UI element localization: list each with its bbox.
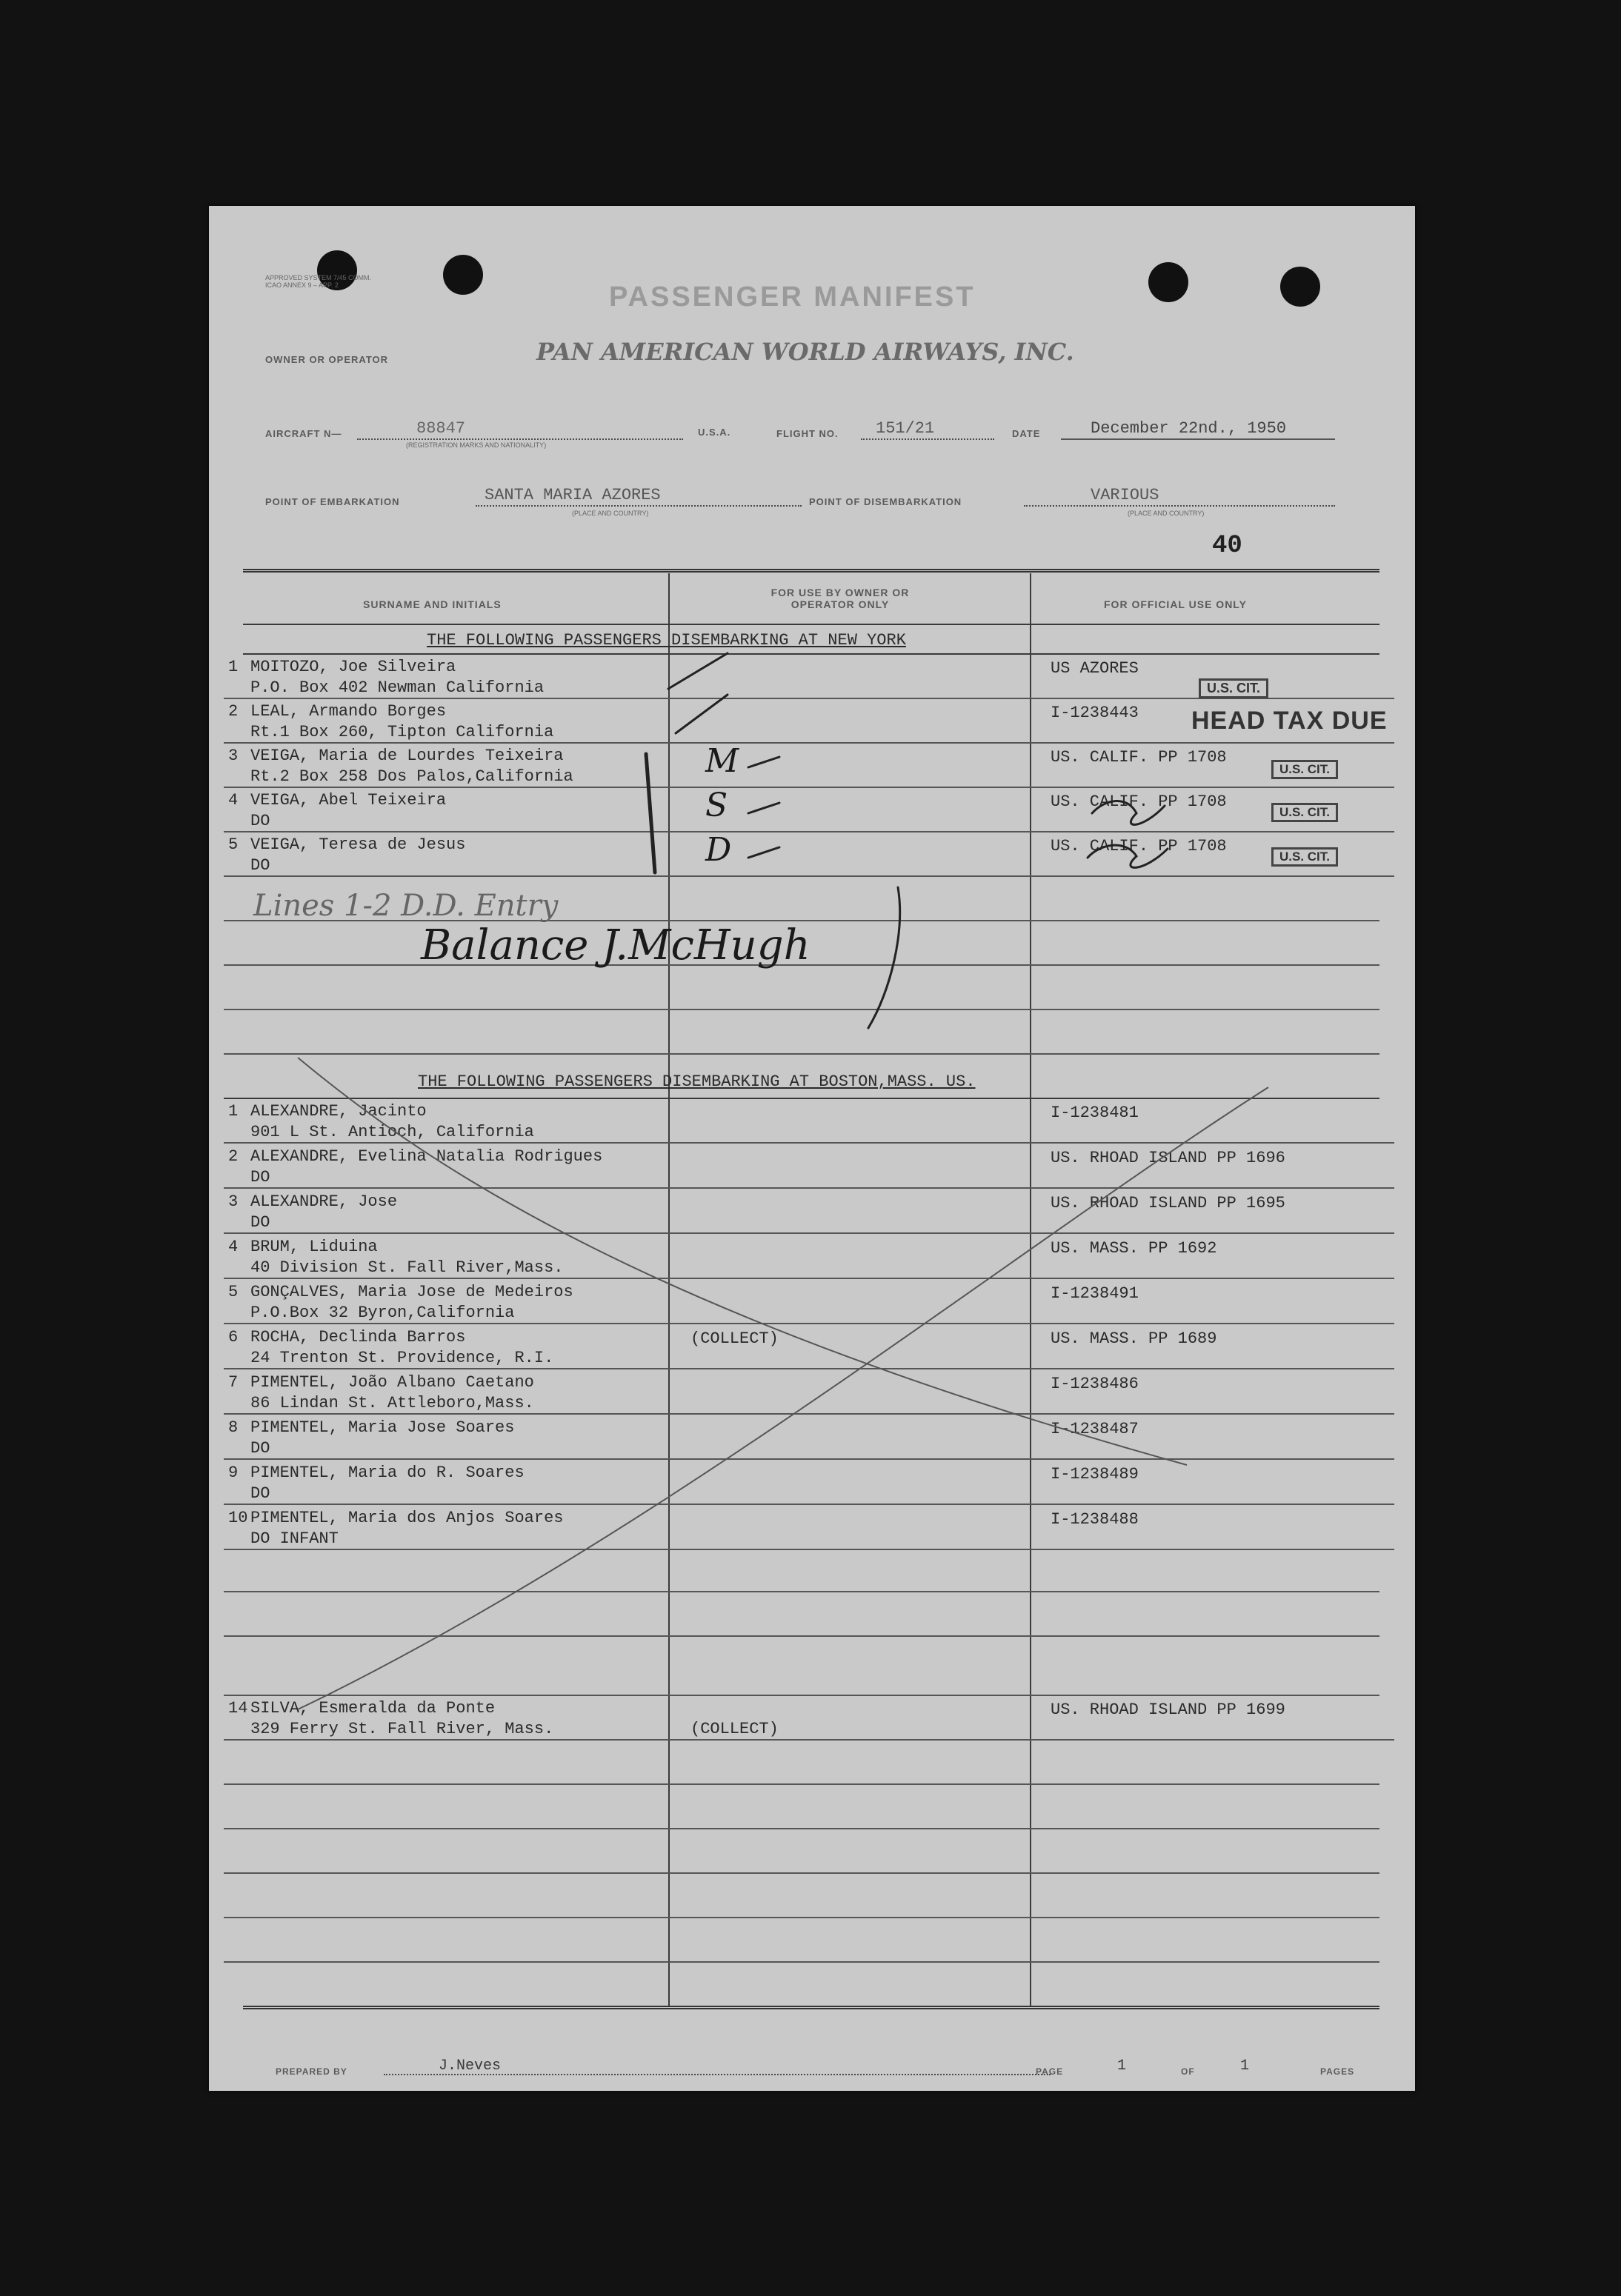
table-row bbox=[224, 1372, 1394, 1416]
row-rule bbox=[224, 1458, 1394, 1460]
disembark-sub: (PLACE AND COUNTRY) bbox=[1128, 510, 1205, 517]
page-label: PAGE bbox=[1036, 2066, 1064, 2077]
punch-hole bbox=[1148, 262, 1188, 302]
passenger-name: ROCHA, Declinda Barros bbox=[250, 1328, 466, 1346]
passenger-name: GONÇALVES, Maria Jose de Medeiros bbox=[250, 1283, 573, 1301]
passenger-name: PIMENTEL, João Albano Caetano bbox=[250, 1373, 534, 1392]
row-number: 5 bbox=[228, 1283, 239, 1301]
row-rule bbox=[224, 1872, 1379, 1874]
passenger-name: VEIGA, Maria de Lourdes Teixeira bbox=[250, 747, 564, 765]
row-number: 2 bbox=[228, 702, 239, 721]
row-number: 7 bbox=[228, 1373, 239, 1392]
row-rule bbox=[224, 1695, 1379, 1696]
field-line bbox=[384, 2074, 1051, 2075]
passenger-name: ALEXANDRE, Evelina Natalia Rodrigues bbox=[250, 1147, 603, 1166]
passenger-name: BRUM, Liduina bbox=[250, 1238, 378, 1256]
row-rule bbox=[224, 1009, 1379, 1010]
embark-label: POINT OF EMBARKATION bbox=[265, 496, 400, 507]
row-rule bbox=[224, 1278, 1394, 1279]
row-number: 5 bbox=[228, 835, 239, 854]
row-number: 4 bbox=[228, 791, 239, 810]
official-entry: US. MASS. PP 1692 bbox=[1051, 1239, 1217, 1258]
passenger-name: VEIGA, Abel Teixeira bbox=[250, 791, 447, 810]
embark-value: SANTA MARIA AZORES bbox=[485, 486, 661, 504]
owner-label: OWNER OR OPERATOR bbox=[265, 354, 389, 365]
official-entry: US. RHOAD ISLAND PP 1699 bbox=[1051, 1701, 1285, 1719]
table-row bbox=[224, 1326, 1394, 1371]
table-row bbox=[224, 1417, 1394, 1461]
us-cit-stamp: U.S. CIT. bbox=[1271, 847, 1338, 867]
passenger-address: 329 Ferry St. Fall River, Mass. bbox=[250, 1720, 554, 1738]
row-rule bbox=[224, 1591, 1379, 1592]
of-label: OF bbox=[1181, 2066, 1195, 2077]
table-row bbox=[224, 1281, 1394, 1326]
row-rule bbox=[224, 1917, 1379, 1918]
handwritten-mark: M bbox=[705, 742, 739, 780]
row-number: 6 bbox=[228, 1328, 239, 1346]
row-rule bbox=[224, 742, 1394, 744]
row-rule bbox=[224, 1961, 1379, 1963]
passenger-address: DO bbox=[250, 812, 270, 830]
column-header-operator: FOR USE BY OWNER OR OPERATOR ONLY bbox=[770, 587, 910, 610]
of-value: 1 bbox=[1240, 2058, 1250, 2075]
aircraft-value: 88847 bbox=[416, 419, 466, 438]
passenger-name: PIMENTEL, Maria do R. Soares bbox=[250, 1464, 525, 1482]
table-row bbox=[224, 1191, 1394, 1235]
official-entry: US. RHOAD ISLAND PP 1696 bbox=[1051, 1149, 1285, 1167]
row-number: 1 bbox=[228, 658, 239, 676]
passenger-address: P.O. Box 402 Newman California bbox=[250, 678, 545, 697]
row-rule bbox=[224, 1504, 1394, 1505]
official-entry: I-1238481 bbox=[1051, 1104, 1139, 1122]
us-cit-stamp: U.S. CIT. bbox=[1271, 760, 1338, 779]
row-rule bbox=[224, 1739, 1394, 1741]
passenger-address: DO bbox=[250, 1168, 270, 1187]
sheet-number: 40 bbox=[1212, 532, 1242, 560]
date-value: December 22nd., 1950 bbox=[1091, 419, 1287, 438]
section-rule bbox=[224, 1098, 1379, 1099]
operator-note: (COLLECT) bbox=[690, 1720, 779, 1738]
passenger-name: MOITOZO, Joe Silveira bbox=[250, 658, 456, 676]
handwritten-mark: S bbox=[705, 787, 728, 824]
passenger-name: LEAL, Armando Borges bbox=[250, 702, 447, 721]
row-rule bbox=[224, 1368, 1394, 1369]
embark-sub: (PLACE AND COUNTRY) bbox=[572, 510, 649, 517]
approval-note: APPROVED SYSTEM 7/45 COMM. ICAO ANNEX 9 – APP. 2 bbox=[265, 274, 372, 289]
passenger-address: P.O.Box 32 Byron,California bbox=[250, 1304, 515, 1322]
table-row bbox=[224, 1507, 1394, 1552]
flight-value: 151/21 bbox=[876, 419, 935, 438]
date-label: DATE bbox=[1012, 428, 1041, 439]
row-number: 10 bbox=[228, 1509, 248, 1527]
table-row bbox=[224, 1698, 1394, 1742]
passenger-address: Rt.2 Box 258 Dos Palos,California bbox=[250, 767, 573, 786]
flight-label: FLIGHT NO. bbox=[776, 428, 839, 439]
row-number: 3 bbox=[228, 1192, 239, 1211]
official-entry: I-1238491 bbox=[1051, 1284, 1139, 1303]
aircraft-label: AIRCRAFT N— bbox=[265, 428, 342, 439]
handwritten-mark: D bbox=[705, 831, 732, 869]
row-rule bbox=[224, 1187, 1394, 1189]
row-rule bbox=[224, 1142, 1394, 1144]
row-rule bbox=[224, 1635, 1379, 1637]
official-entry: US. RHOAD ISLAND PP 1695 bbox=[1051, 1194, 1285, 1212]
table-row bbox=[224, 831, 1394, 878]
column-header-surname: SURNAME AND INITIALS bbox=[363, 598, 502, 610]
table-row bbox=[224, 787, 1394, 834]
passenger-address: Rt.1 Box 260, Tipton California bbox=[250, 723, 554, 741]
form-title: PASSENGER MANIFEST bbox=[609, 281, 976, 313]
row-number: 3 bbox=[228, 747, 239, 765]
manifest-sheet bbox=[209, 206, 1415, 2091]
passenger-address: 901 L St. Antioch, California bbox=[250, 1123, 534, 1141]
nationality: U.S.A. bbox=[698, 427, 731, 438]
disembark-value: VARIOUS bbox=[1091, 486, 1159, 504]
row-number: 2 bbox=[228, 1147, 239, 1166]
punch-hole bbox=[1280, 267, 1320, 307]
field-line bbox=[476, 505, 802, 507]
passenger-name: SILVA, Esmeralda da Ponte bbox=[250, 1699, 496, 1718]
aircraft-sub: (REGISTRATION MARKS AND NATIONALITY) bbox=[406, 441, 547, 449]
official-entry: US. CALIF. PP 1708 bbox=[1051, 792, 1227, 811]
us-cit-stamp: U.S. CIT. bbox=[1199, 678, 1268, 698]
row-number: 8 bbox=[228, 1418, 239, 1437]
official-entry: US. CALIF. PP 1708 bbox=[1051, 748, 1227, 767]
prepared-label: PREPARED BY bbox=[276, 2066, 347, 2077]
row-number: 9 bbox=[228, 1464, 239, 1482]
passenger-address: DO bbox=[250, 856, 270, 875]
pages-label: PAGES bbox=[1320, 2066, 1355, 2077]
official-entry: I-1238443 bbox=[1051, 704, 1139, 722]
official-entry: US AZORES bbox=[1051, 659, 1139, 678]
section-heading-boston: THE FOLLOWING PASSENGERS DISEMBARKING AT BOSTON,MASS. US. bbox=[418, 1072, 976, 1091]
official-entry: US. MASS. PP 1689 bbox=[1051, 1329, 1217, 1348]
official-entry: I-1238488 bbox=[1051, 1510, 1139, 1529]
official-entry: US. CALIF. PP 1708 bbox=[1051, 837, 1227, 855]
row-rule bbox=[224, 1783, 1379, 1785]
head-tax-stamp: HEAD TAX DUE bbox=[1191, 707, 1388, 735]
row-number: 4 bbox=[228, 1238, 239, 1256]
row-rule bbox=[224, 1549, 1394, 1550]
field-line bbox=[1024, 505, 1335, 507]
row-rule bbox=[224, 1413, 1394, 1415]
passenger-name: PIMENTEL, Maria dos Anjos Soares bbox=[250, 1509, 564, 1527]
row-rule bbox=[224, 875, 1394, 877]
disembark-label: POINT OF DISEMBARKATION bbox=[809, 496, 962, 507]
section-heading-new-york: THE FOLLOWING PASSENGERS DISEMBARKING AT NEW YORK bbox=[427, 631, 906, 650]
passenger-name: ALEXANDRE, Jacinto bbox=[250, 1102, 427, 1121]
us-cit-stamp: U.S. CIT. bbox=[1271, 803, 1338, 822]
row-rule bbox=[224, 1828, 1379, 1829]
table-top-rule bbox=[243, 569, 1379, 573]
table-row bbox=[224, 1146, 1394, 1190]
row-rule bbox=[224, 1323, 1394, 1324]
header-rule bbox=[243, 624, 1379, 625]
table-row bbox=[224, 1236, 1394, 1281]
table-bottom-rule bbox=[243, 2006, 1379, 2009]
operator-note: (COLLECT) bbox=[690, 1329, 779, 1348]
section-rule bbox=[243, 653, 1379, 655]
page-value: 1 bbox=[1117, 2058, 1127, 2075]
passenger-address: DO bbox=[250, 1213, 270, 1232]
official-entry: I-1238487 bbox=[1051, 1420, 1139, 1438]
official-entry: I-1238486 bbox=[1051, 1375, 1139, 1393]
passenger-address: 86 Lindan St. Attleboro,Mass. bbox=[250, 1394, 534, 1412]
passenger-address: DO bbox=[250, 1484, 270, 1503]
handwritten-signature: Balance J.McHugh bbox=[421, 921, 810, 970]
passenger-name: PIMENTEL, Maria Jose Soares bbox=[250, 1418, 515, 1437]
row-rule bbox=[224, 1232, 1394, 1234]
table-row bbox=[224, 1462, 1394, 1506]
column-header-official: FOR OFFICIAL USE ONLY bbox=[1104, 598, 1247, 610]
field-line bbox=[357, 438, 683, 440]
official-entry: I-1238489 bbox=[1051, 1465, 1139, 1484]
handwritten-note: Lines 1-2 D.D. Entry bbox=[253, 889, 559, 923]
passenger-address: 24 Trenton St. Providence, R.I. bbox=[250, 1349, 554, 1367]
row-number: 1 bbox=[228, 1102, 239, 1121]
passenger-address: 40 Division St. Fall River,Mass. bbox=[250, 1258, 564, 1277]
field-line bbox=[1061, 438, 1335, 440]
owner-value: PAN AMERICAN WORLD AIRWAYS, INC. bbox=[536, 338, 1074, 366]
signature-stroke bbox=[868, 887, 900, 1028]
field-line bbox=[861, 438, 994, 440]
passenger-name: ALEXANDRE, Jose bbox=[250, 1192, 398, 1211]
row-rule bbox=[224, 1053, 1379, 1055]
punch-hole bbox=[443, 255, 483, 295]
row-rule bbox=[224, 787, 1394, 788]
passenger-address: DO bbox=[250, 1439, 270, 1458]
row-number: 14 bbox=[228, 1699, 248, 1718]
prepared-value: J.Neves bbox=[439, 2058, 502, 2075]
table-row bbox=[224, 1101, 1394, 1145]
passenger-name: VEIGA, Teresa de Jesus bbox=[250, 835, 466, 854]
table-row bbox=[224, 742, 1394, 790]
row-rule bbox=[224, 831, 1394, 832]
passenger-address: DO INFANT bbox=[250, 1529, 339, 1548]
